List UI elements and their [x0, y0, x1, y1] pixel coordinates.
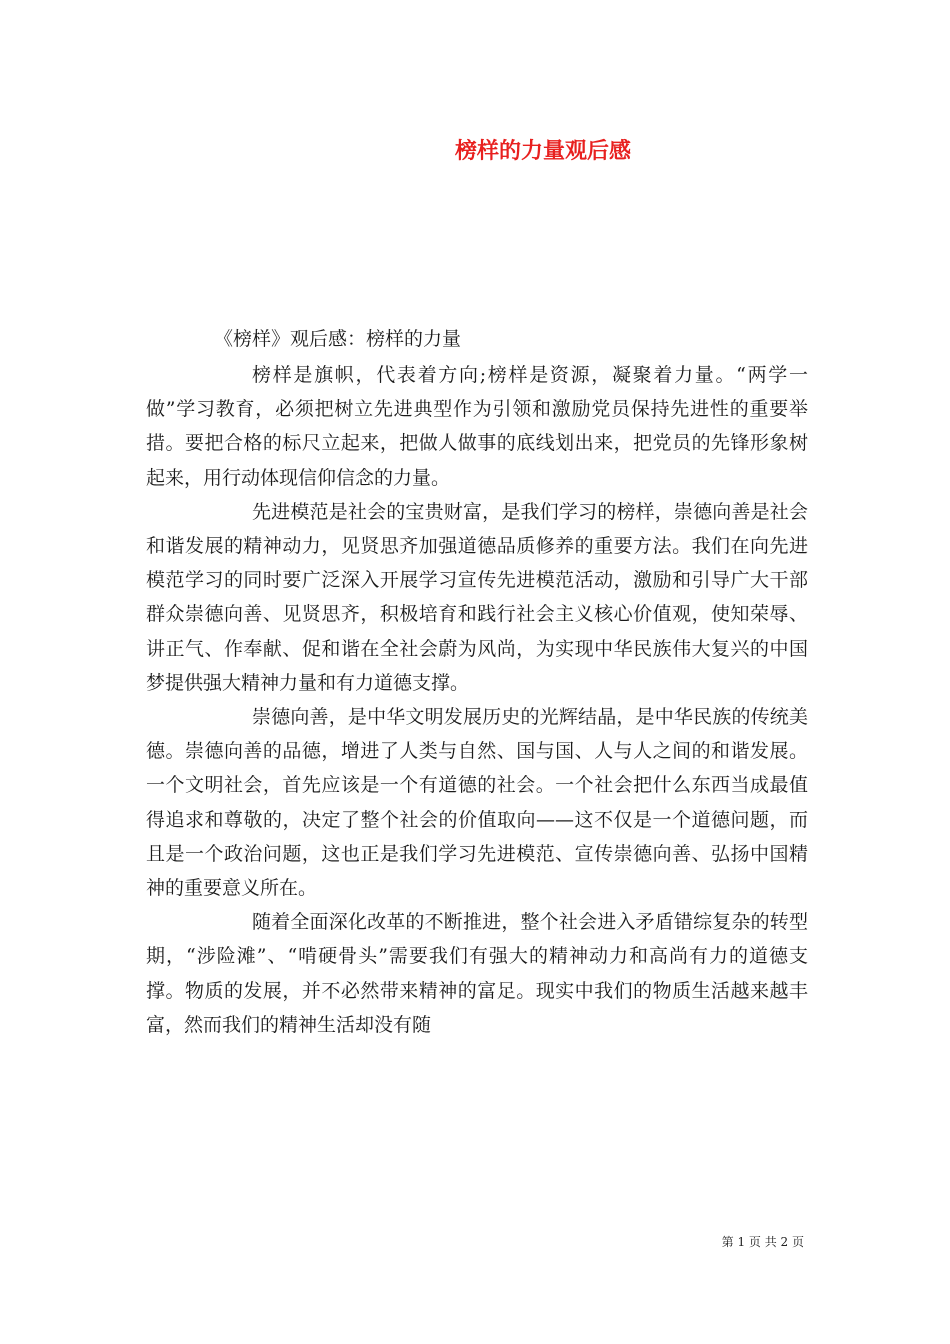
document-subtitle: 《榜样》观后感：榜样的力量 [214, 328, 462, 350]
page-number-footer: 第 1 页 共 2 页 [721, 1235, 804, 1249]
paragraph-1: 榜样是旗帜，代表着方向;榜样是资源，凝聚着力量。“两学一做”学习教育，必须把树立先进典型作为引领和激励党员保持先进性的重要举措。要把合格的标尺立起来，把做人做事的底线划出来，把党员的先锋形象树起来，用行动体现信仰信念的力量。 [146, 364, 808, 489]
paragraph-2: 先进模范是社会的宝贵财富，是我们学习的榜样，崇德向善是社会和谐发展的精神动力，见贤思齐加强道德品质修养的重要方法。我们在向先进模范学习的同时要广泛深入开展学习宣传先进模范活动，激励和引导广大干部群众崇德向善、见贤思齐，积极培育和践行社会主义核心价值观，使知荣辱、讲正气、作奉献、促和谐在全社会蔚为风尚，为实现中华民族伟大复兴的中国梦提供强大精神力量和有力道德支撑。 [146, 500, 808, 694]
paragraph-4: 随着全面深化改革的不断推进，整个社会进入矛盾错综复杂的转型期，“涉险滩”、“啃硬骨头”需要我们有强大的精神动力和高尚有力的道德支撑。物质的发展，并不必然带来精神的富足。现实中我们的物质生活越来越丰富，然而我们的精神生活却没有随 [146, 911, 808, 1036]
document-title: 榜样的力量观后感 [454, 138, 631, 164]
paragraph-3: 崇德向善，是中华文明发展历史的光辉结晶，是中华民族的传统美德。崇德向善的品德，增进了人类与自然、国与国、人与人之间的和谐发展。一个文明社会，首先应该是一个有道德的社会。一个社会把什么东西当成最值得追求和尊敬的，决定了整个社会的价值取向——这不仅是一个道德问题，而且是一个政治问题，这也正是我们学习先进模范、宣传崇德向善、弘扬中国精神的重要意义所在。 [146, 706, 808, 900]
document-body [146, 358, 808, 1042]
